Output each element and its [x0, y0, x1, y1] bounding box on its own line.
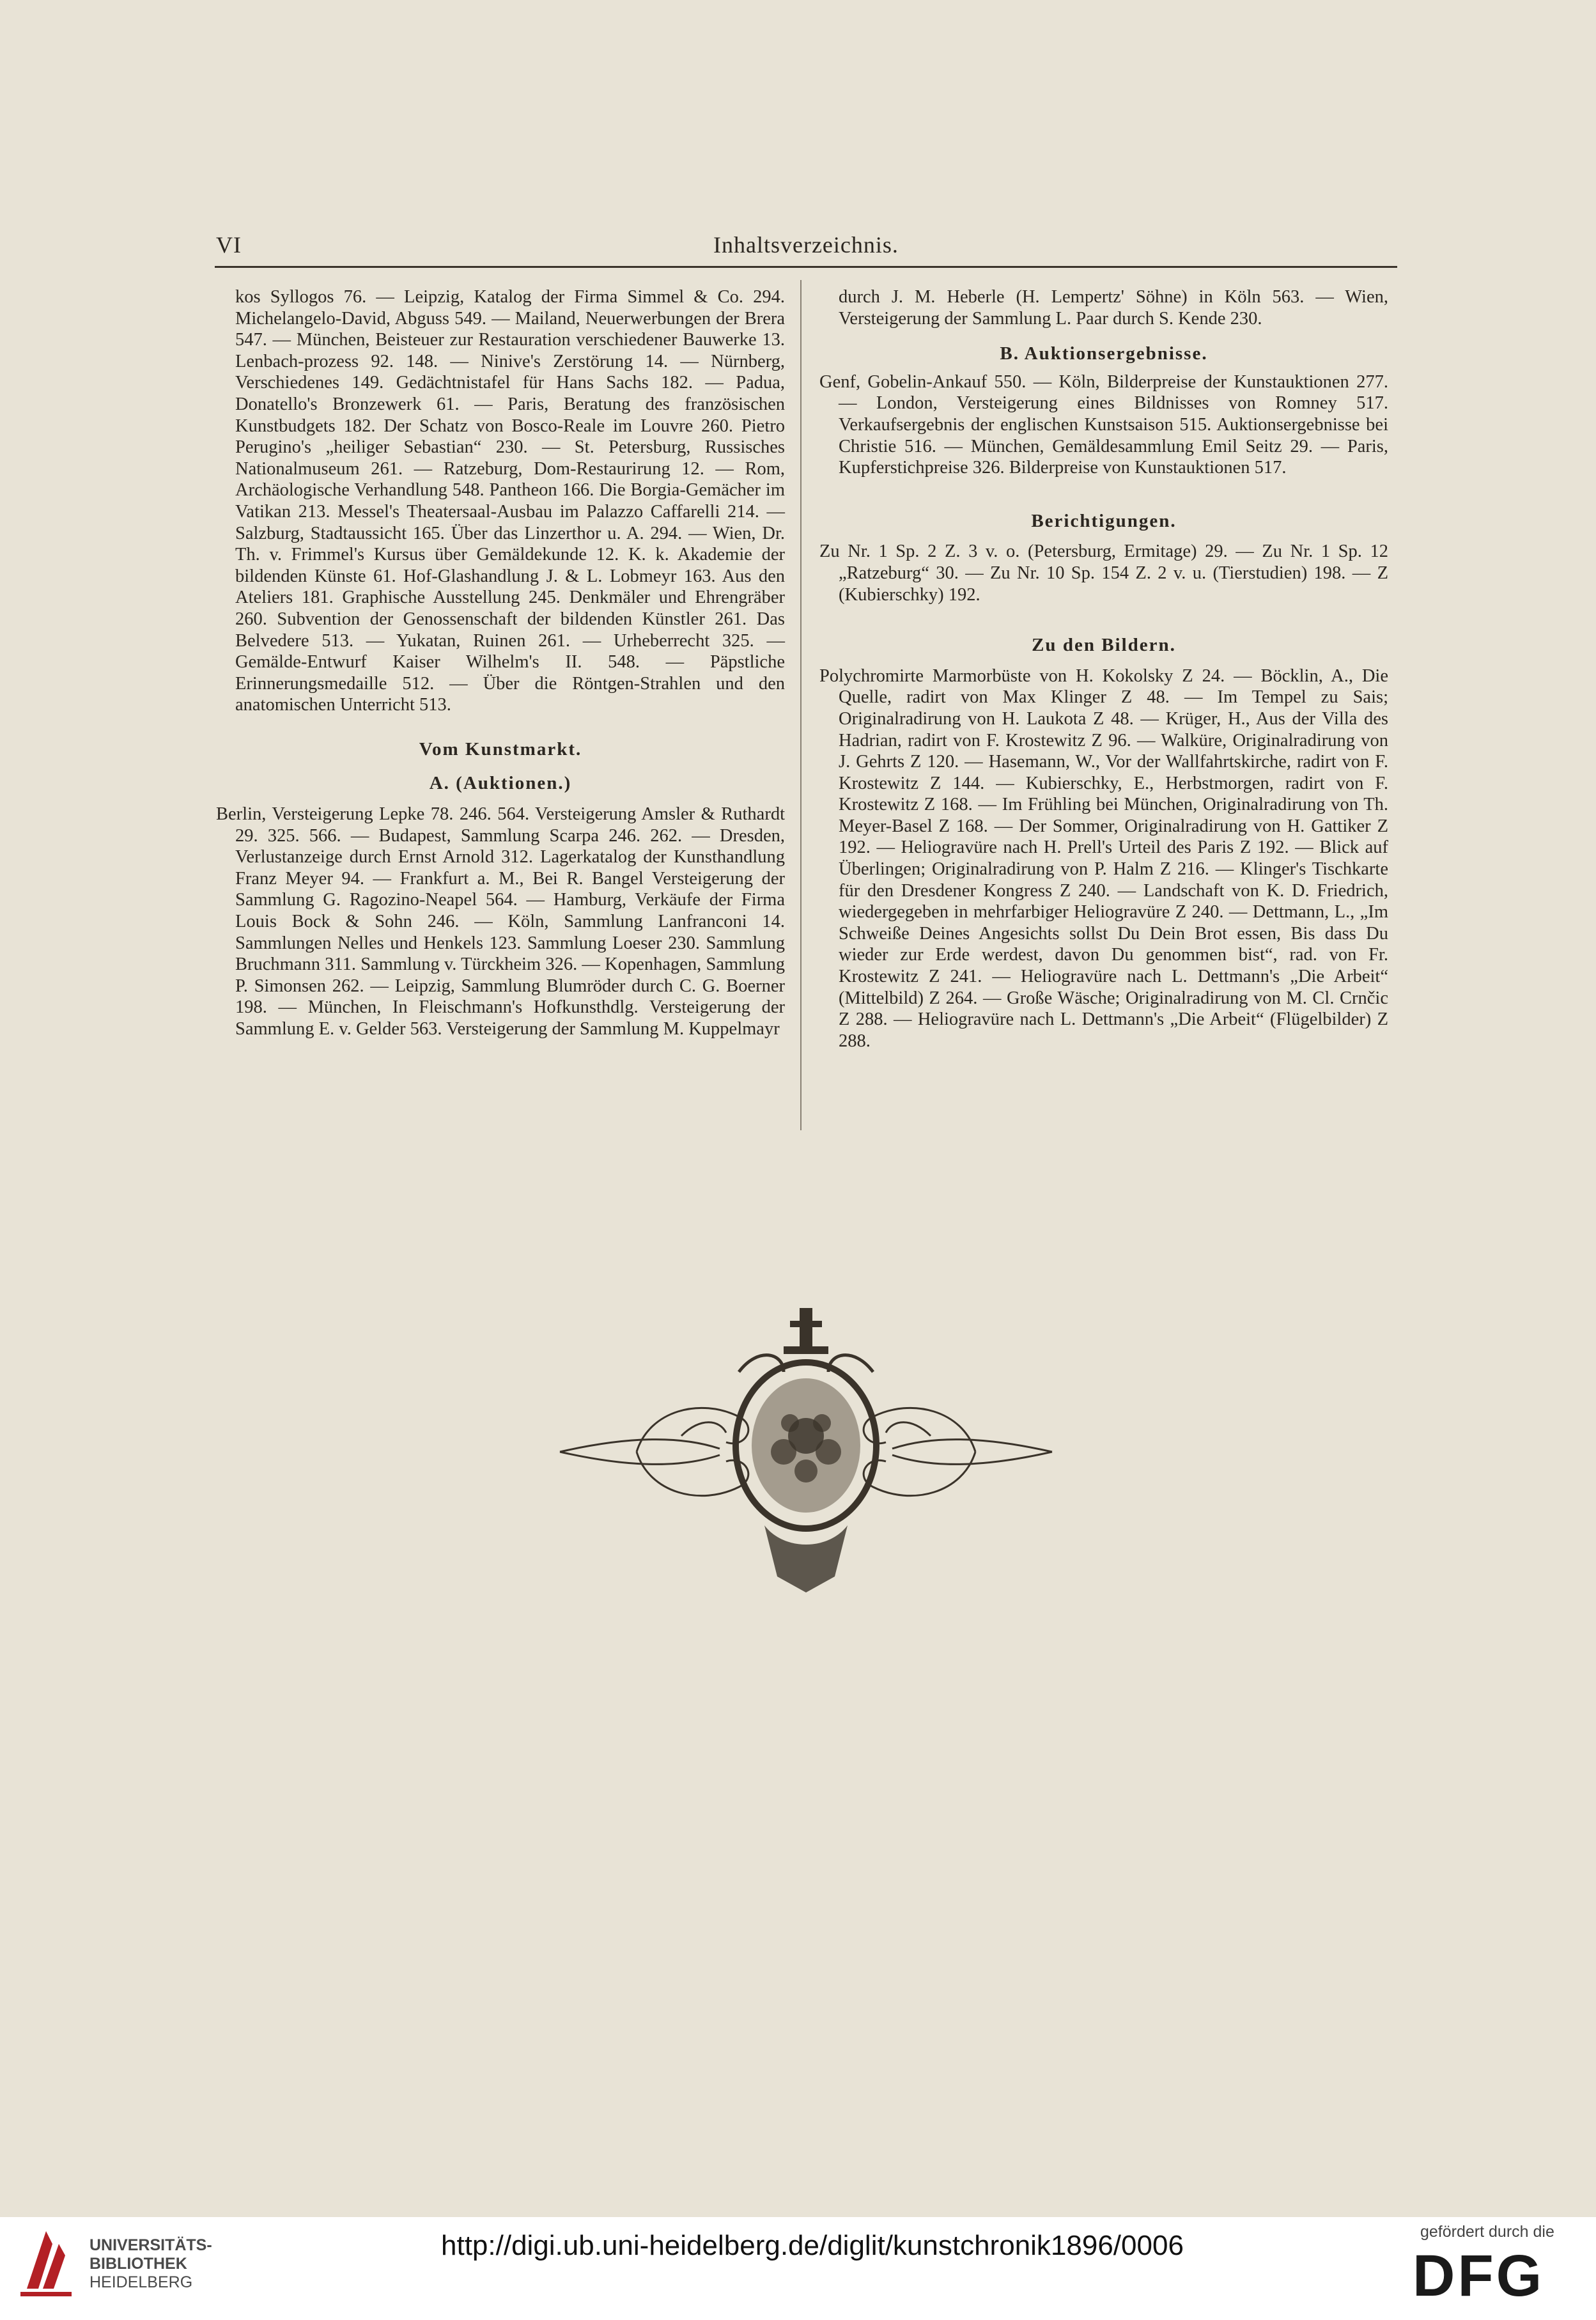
heading-auktionsergebnisse: B. Auktionsergebnisse.: [1000, 343, 1208, 364]
auktionen-text: Berlin, Versteigerung Lepke 78. 246. 564. Versteigerung Amsler & Ruthardt 29. 325. 566. — Budapest, Sammlung Scarpa 246. 262. — Dresden, Verlustanzeige durch Ernst Arnold 312. Lagerkatalog der Kunsthandlung Franz Meyer 94. — Frankfurt a. M., Bei R. Bangel Versteigerung der Sammlung G. Ragozino-Neapel 564. — Hamburg, Verkäufe der Firma Louis Bock & Sohn 246. — Köln, Sammlung Lanfranconi 14. Sammlungen Nelles und Henkels 123. Sammlung Loeser 230. Sammlung Bruchmann 311. Sammlung v. Türckheim 326. — Kopenhagen, Sammlung P. Simonsen 262. — Leipzig, Sammlung Blumröder durch C. G. Boerner 198. — München, In Fleischmann's Hofkunsthdlg. Versteigerung der Sammlung E. v. Gelder 563. Versteigerung der Sammlung M. Kuppelmayr: [216, 804, 785, 1039]
header-rule: [215, 266, 1397, 268]
heading-berichtigungen: Berichtigungen.: [1031, 510, 1177, 531]
heidelberg-library-logo-icon: [14, 2218, 78, 2301]
permalink-url[interactable]: http://digi.ub.uni-heidelberg.de/diglit/kunstchronik1896/0006: [441, 2230, 1184, 2261]
page-number: VI: [216, 232, 242, 258]
right-column: [819, 286, 1388, 1052]
subsection-heading-auktionen: A. (Auktionen.): [429, 773, 572, 794]
library-name-line2: BIBLIOTHEK: [89, 2255, 187, 2273]
left-intro-text: kos Syllogos 76. — Leipzig, Katalog der Firma Simmel & Co. 294. Michelangelo-David, Abguss 549. — Mailand, Neuerwerbungen der Brera 547. — München, Beisteuer zur Restauration verschiedener Bauwerke 13. Lenbach-prozess 92. 148. — Ninive's Zerstörung 14. — Nürnberg, Verschiedenes 149. Gedächtnistafel für Hans Sachs 182. — Padua, Donatello's Bronzewerk 61. — Paris, Beratung des französischen Kunstbudgets 182. Der Schatz von Bosco-Reale im Louvre 260. Pietro Perugino's „heiliger Sebastian“ 230. — St. Petersburg, Russisches Nationalmuseum 261. — Ratzeburg, Dom-Restaurirung 12. — Rom, Archäologische Verhandlung 548. Pantheon 166. Die Borgia-Gemächer im Vatikan 213. Messel's Theatersaal-Ausbau im Palazzo Caffarelli 214. — Salzburg, Stadtaussicht 165. Über das Linzerthor u. A. 294. — Wien, Dr. Th. v. Frimmel's Kursus über Gemäldekunde 12. K. k. Akademie der bildenden Künste 61. Hof-Glashandlung J. & L. Lobmeyr 163. Aus den Ateliers 181. Graphische Ausstellung 245. Denkmäler und Ehrengräber 260. Subvention der Genossenschaft der bildenden Künstler 261. Das Belvedere 513. — Yukatan, Ruinen 261. — Urheberrecht 325. — Gemälde-Entwurf Kaiser Wilhelm's II. 548. — Päpstliche Erinnerungsmedaille 512. — Über die Röntgen-Strahlen und den anatomischen Unterricht 513.: [235, 287, 785, 715]
auktionsergebnisse-text: Genf, Gobelin-Ankauf 550. — Köln, Bilderpreise der Kunstauktionen 277. — London, Versteigerung eines Bildnisses von Romney 517. Verkaufsergebnis der englischen Kunstsaison 515. Auktionsergebnisse bei Christie 516. — München, Gemäldesammlung Emil Seitz 29. — Paris, Kupferstichpreise 326. Bilderpreise von Kunstauktionen 517.: [819, 371, 1388, 478]
sponsor-caption: gefördert durch die: [1420, 2223, 1554, 2241]
right-continuation-text: durch J. M. Heberle (H. Lempertz' Söhne) in Köln 563. — Wien, Versteigerung der Sammlung L. Paar durch S. Kende 230.: [839, 287, 1388, 329]
berichtigungen-text: Zu Nr. 1 Sp. 2 Z. 3 v. o. (Petersburg, Ermitage) 29. — Zu Nr. 1 Sp. 12 „Ratzeburg“ 30. — Zu Nr. 10 Sp. 154 Z. 2 v. u. (Tierstudien) 198. — Z (Kubierschky) 192.: [819, 541, 1388, 605]
running-title: Inhaltsverzeichnis.: [713, 232, 899, 258]
bildern-text: Polychromirte Marmorbüste von H. Kokolsky Z 24. — Böcklin, A., Die Quelle, radirt von Max Klinger Z 48. — Im Tempel zu Sais; Originalradirung von H. Laukota Z 48. — Krüger, H., Aus der Villa des Hadrian, radirt von F. Krostewitz Z 96. — Walküre, Originalradirung von J. Gehrts Z 120. — Hasemann, W., Vor der Wallfahrtskirche, radirt von F. Krostewitz Z 144. — Kubierschky, E., Herbstmorgen, radirt von F. Krostewitz Z 168. — Im Frühling bei München, Originalradirung von Th. Meyer-Basel Z 168. — Der Sommer, Originalradirung von H. Gattiker Z 192. — Heliogravüre nach H. Prell's Urteil des Paris Z 192. — Blick auf Überlingen; Originalradirung von P. Halm Z 216. — Klinger's Tischkarte für den Dresdener Kongress Z 240. — Landschaft von K. D. Friedrich, wiedergegeben in mehrfarbiger Heliogravüre Z 240. — Dettmann, L., „Im Schweiße Deines Angesichts sollst Du Dein Brot essen, Bis dass Du wieder zur Erde werdest, davon Du genommen bist“, rad. von Fr. Krostewitz Z 241. — Heliogravüre nach L. Dettmann's „Die Arbeit“ (Mittelbild) Z 264. — Große Wäsche; Originalradirung von M. Cl. Crnčic Z 288. — Heliogravüre nach L. Dettmann's „Die Arbeit“ (Flügelbilder) Z 288.: [819, 666, 1388, 1051]
library-name-line3: HEIDELBERG: [89, 2273, 193, 2291]
dfg-logo: DFG: [1413, 2243, 1545, 2308]
left-column: [216, 286, 785, 1040]
column-divider: [800, 280, 802, 1130]
decorative-vignette-icon: [554, 1308, 1058, 1596]
section-heading-kunstmarkt: Vom Kunstmarkt.: [419, 738, 582, 759]
library-name: [89, 2236, 212, 2292]
heading-zu-den-bildern: Zu den Bildern.: [1032, 635, 1176, 656]
library-name-line1: UNIVERSITÄTS-: [89, 2236, 212, 2254]
